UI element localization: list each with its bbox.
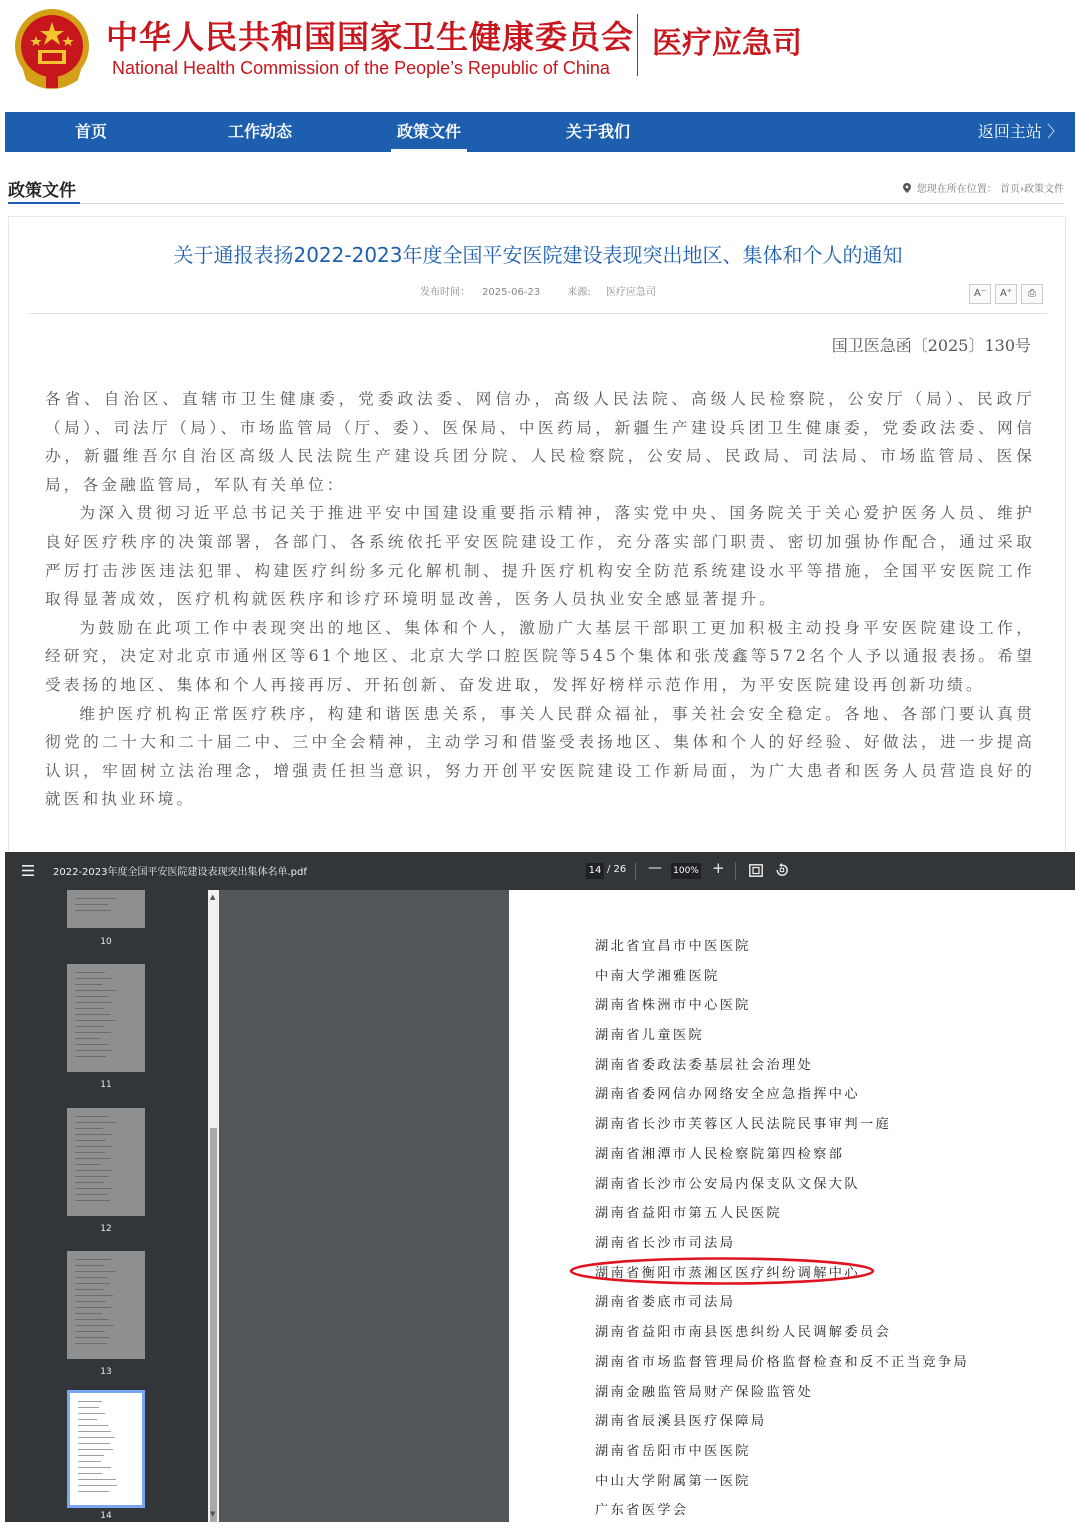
zoom-in-button[interactable]: + [712, 859, 725, 877]
thumbnail-scrollbar-thumb[interactable] [210, 1128, 217, 1522]
scroll-down-arrow[interactable]: ▼ [210, 1510, 216, 1518]
list-item: 湖南省委政法委基层社会治理处 [595, 1058, 814, 1073]
document-number: 国卫医急函〔2025〕130号 [831, 336, 1031, 355]
list-item-highlighted: 湖南省衡阳市蒸湘区医疗纠纷调解中心 [595, 1266, 860, 1281]
page-total: / 26 [607, 864, 627, 875]
article-container [8, 216, 1066, 856]
page-thumbnail-number: 11 [100, 1080, 112, 1090]
menu-icon[interactable] [22, 865, 34, 876]
pdf-viewer [5, 852, 1075, 1522]
national-emblem-icon [12, 6, 92, 90]
section-divider [8, 203, 1064, 204]
print-icon[interactable]: ⎙ [1021, 284, 1043, 304]
article-body [45, 385, 1035, 814]
list-item: 湖南省委网信办网络安全应急指挥中心 [595, 1087, 860, 1102]
nav-item-policy-documents[interactable]: 政策文件 [397, 112, 461, 152]
location-pin-icon [903, 183, 911, 193]
article-divider [29, 313, 1047, 314]
page-thumbnail-number: 13 [100, 1367, 112, 1377]
list-item: 湖南省长沙市司法局 [595, 1236, 736, 1251]
page-thumbnail-number: 14 [100, 1511, 112, 1521]
list-item: 湖北省宜昌市中医医院 [595, 939, 751, 954]
highlight-ellipse-annotation [568, 1256, 876, 1286]
pdf-toolbar [5, 852, 1075, 890]
list-item: 中南大学湘雅医院 [595, 969, 720, 984]
list-item: 湖南省娄底市司法局 [595, 1295, 736, 1310]
section-title: 政策文件 [8, 181, 76, 201]
toolbar-divider [735, 862, 736, 880]
zoom-out-button[interactable]: — [648, 860, 662, 876]
rotate-icon[interactable] [775, 863, 789, 877]
page-thumbnail[interactable] [67, 1108, 145, 1216]
breadcrumb-separator: › [1020, 184, 1024, 195]
page-thumbnail-number: 10 [100, 937, 112, 947]
article-paragraph: 为鼓励在此项工作中表现突出的地区、集体和个人，激励广大基层干部职工更加积极主动投身平安医院建设工作，经研究，决定对北京市通州区等61个地区、北京大学口腔医院等545个集体和张茂鑫等572名个人予以通报表扬。希望受表扬的地区、集体和个人再接再厉、开拓创新、奋发进取，发挥好榜样示范作用，为平安医院建设再创新功绩。 [45, 618, 1035, 694]
list-item: 湖南省湘潭市人民检察院第四检察部 [595, 1147, 845, 1162]
article-meta [9, 283, 1067, 298]
breadcrumb-location-label: 您现在所在位置： [916, 184, 997, 195]
site-title: 中华人民共和国国家卫生健康委员会 [106, 18, 635, 56]
font-smaller-button[interactable]: A⁻ [969, 284, 991, 304]
source-value: 医疗应急司 [605, 287, 656, 298]
header-divider [637, 14, 638, 76]
list-item: 湖南省株洲市中心医院 [595, 998, 751, 1013]
breadcrumb-current[interactable]: 政策文件 [1024, 184, 1064, 195]
page-thumbnail[interactable] [67, 964, 145, 1072]
list-item: 湖南省益阳市第五人民医院 [595, 1206, 783, 1221]
page-thumbnail-active[interactable] [67, 1390, 145, 1508]
article-title: 关于通报表扬2022-2023年度全国平安医院建设表现突出地区、集体和个人的通知 [173, 243, 903, 267]
list-item: 湖南省市场监督管理局价格监督检查和反不正当竞争局 [595, 1355, 970, 1370]
article-paragraph: 为深入贯彻习近平总书记关于推进平安中国建设重要指示精神，落实党中央、国务院关于关心爱护医务人员、维护良好医疗秩序的决策部署，各部门、各系统依托平安医院建设工作，充分落实部门职责、密切加强协作配合，通过采取严厉打击涉医违法犯罪、构建医疗纠纷多元化解机制、提升医疗机构安全防范系统建设水平等措施，全国平安医院工作取得显著成效，医疗机构就医秩序和诊疗环境明显改善，医务人员执业安全感显著提升。 [45, 504, 1035, 609]
pdf-page [509, 890, 1075, 1522]
pdf-filename: 2022-2023年度全国平安医院建设表现突出集体名单.pdf [53, 867, 307, 878]
list-item: 湖南省益阳市南县医患纠纷人民调解委员会 [595, 1325, 892, 1340]
page-thumbnail-number: 12 [100, 1224, 112, 1234]
toolbar-divider [635, 862, 636, 880]
nav-item-home[interactable]: 首页 [75, 122, 108, 141]
breadcrumb [903, 180, 1064, 195]
current-page-input[interactable]: 14 [586, 863, 604, 879]
list-item: 湖南省长沙市公安局内保支队文保大队 [595, 1177, 860, 1192]
list-item: 广东省医学会 [595, 1503, 689, 1518]
publish-date: 2025-06-23 [482, 287, 541, 298]
list-item: 湖南省辰溪县医疗保障局 [595, 1414, 767, 1429]
zoom-level-input[interactable]: 100% [671, 863, 701, 879]
source-label: 来源: [567, 287, 591, 298]
list-item: 湖南省岳阳市中医医院 [595, 1444, 751, 1459]
list-item: 湖南省儿童医院 [595, 1028, 705, 1043]
publish-label: 发布时间： [420, 287, 471, 298]
breadcrumb-home-link[interactable]: 首页 [1000, 184, 1020, 195]
site-header [0, 0, 1080, 112]
section-title-underline [8, 202, 80, 204]
nav-item-work-news[interactable]: 工作动态 [228, 122, 293, 141]
article-tools [965, 281, 1043, 304]
font-larger-button[interactable]: A⁺ [995, 284, 1017, 304]
article-paragraph: 维护医疗机构正常医疗秩序，构建和谐医患关系，事关人民群众福祉，事关社会安全稳定。各地、各部门要认真贯彻党的二十大和二十届二中、三中全会精神，主动学习和借鉴受表扬地区、集体和个人的好经验、好做法，进一步提高认识，牢固树立法治理念，增强责任担当意识，努力开创平安医院建设工作新局面，为广大患者和医务人员营造良好的就医和执业环境。 [45, 704, 1035, 809]
list-item: 湖南省长沙市芙蓉区人民法院民事审判一庭 [595, 1117, 892, 1132]
list-item: 湖南金融监管局财产保险监管处 [595, 1385, 814, 1400]
scroll-up-arrow[interactable]: ▲ [210, 893, 216, 901]
article-paragraph: 各省、自治区、直辖市卫生健康委，党委政法委、网信办，高级人民法院、高级人民检察院，公安厅（局）、民政厅（局）、司法厅（局）、市场监管局（厅、委）、医保局、中医药局，新疆生产建设兵团卫生健康委，党委政法委、网信办，新疆维吾尔自治区高级人民法院生产建设兵团分院、人民检察院，公安局、民政局、司法局、市场监管局、医保局，各金融监管局，军队有关单位： [45, 390, 1035, 494]
back-to-main-site-link[interactable]: 返回主站 〉 [977, 122, 1063, 141]
page-thumbnail[interactable] [67, 1251, 145, 1359]
fit-page-icon[interactable] [749, 864, 763, 877]
site-subtitle: National Health Commission of the People’s Republic of China [112, 58, 610, 78]
department-name: 医疗应急司 [652, 26, 802, 61]
main-nav [5, 112, 1075, 152]
list-item: 中山大学附属第一医院 [595, 1474, 751, 1489]
page-thumbnail[interactable] [67, 890, 145, 928]
nav-item-about-us[interactable]: 关于我们 [566, 122, 631, 141]
